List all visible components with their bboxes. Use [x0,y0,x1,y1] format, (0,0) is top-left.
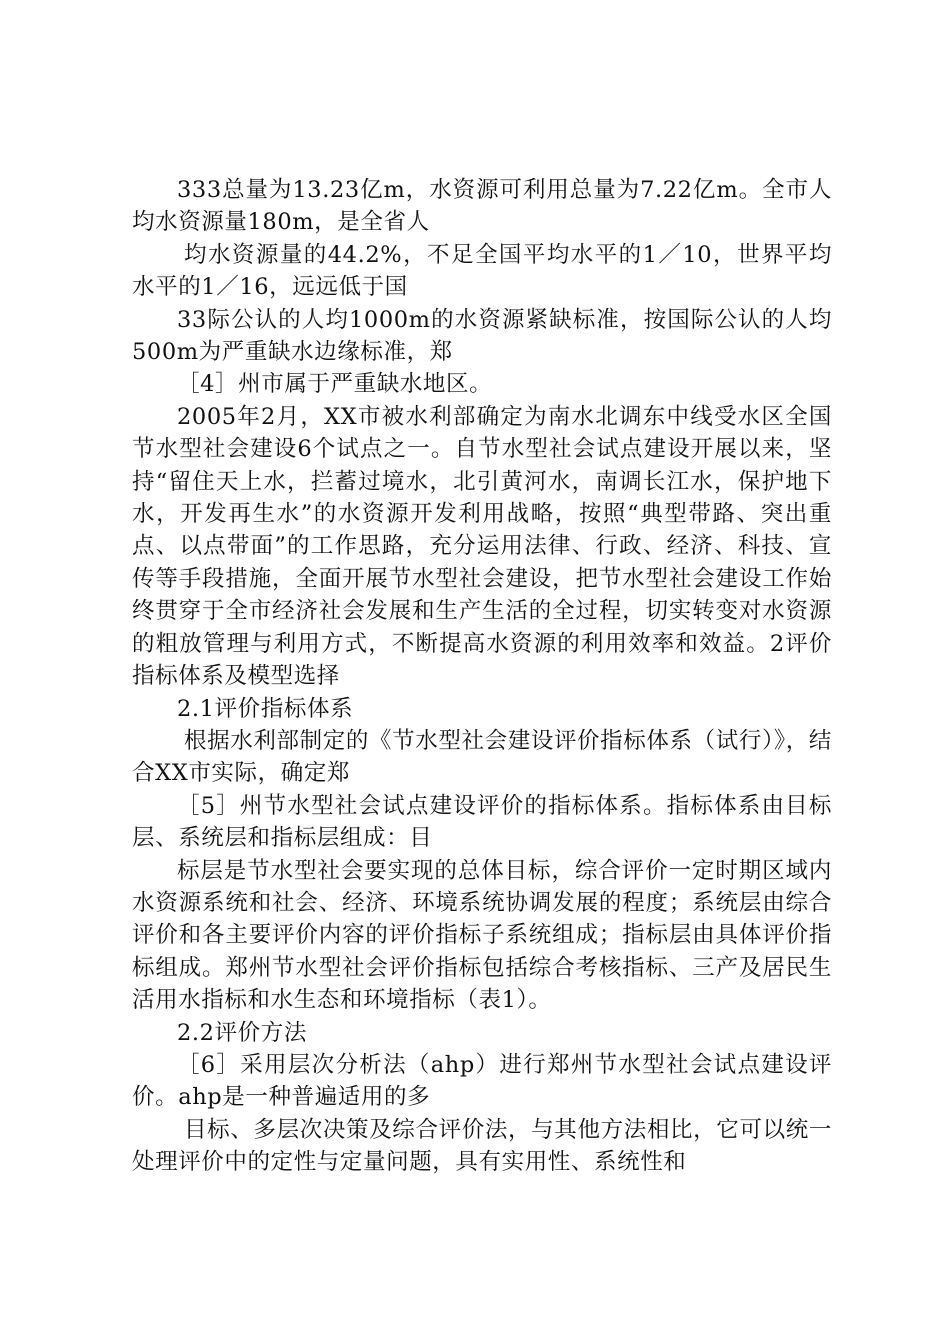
paragraph: ［5］州节水型社会试点建设评价的指标体系。指标体系由目标层、系统层和指标层组成：目 [132,792,832,852]
paragraph: 目标、多层次决策及综合评价法，与其他方法相比，它可以统一处理评价中的定性与定量问题，具有实用性、系统性和 [132,1116,832,1176]
paragraph: ［4］州市属于严重缺水地区。 [177,371,493,398]
paragraph: 标层是节水型社会要实现的总体目标，综合评价一定时期区域内水资源系统和社会、经济、环境系统协调发展的程度；系统层由综合评价和各主要评价内容的评价指标子系统组成；指标层由具体评价指标组成。郑州节水型社会评价指标包括综合考核指标、三产及居民生活用水指标和水生态和环境指标（表1）。 [132,857,832,1014]
paragraph: 33际公认的人均1000m的水资源紧缺标准，按国际公认的人均500m为严重缺水边缘标准，郑 [132,306,832,366]
document-body [132,174,832,1179]
paragraph: 均水资源量的44.2%，不足全国平均水平的1／10，世界平均水平的1／16，远远低于国 [132,241,832,301]
paragraph: 根据水利部制定的《节水型社会建设评价指标体系（试行）》，结合XX市实际，确定郑 [132,727,832,787]
paragraph: 333总量为13.23亿m，水资源可利用总量为7.22亿m。全市人均水资源量180m，是全省人 [132,177,832,236]
section-heading: 2.1评价指标体系 [177,695,354,722]
paragraph: ［6］采用层次分析法（ahp）进行郑州节水型社会试点建设评价。ahp是一种普遍适用的多 [132,1051,832,1111]
paragraph: 2005年2月，XX市被水利部确定为南水北调东中线受水区全国节水型社会建设6个试点之一。自节水型社会试点建设开展以来，坚持“留住天上水，拦蓄过境水，北引黄河水，南调长江水，保护地下水，开发再生水”的水资源开发利用战略，按照“典型带路、突出重点、以点带面”的工作思路，充分运用法律、行政、经济、科技、宣传等手段措施，全面开展节水型社会建设，把节水型社会建设工作始终贯穿于全市经济社会发展和生产生活的全过程，切实转变对水资源的粗放管理与利用方式，不断提高水资源的利用效率和效益。2评价指标体系及模型选择 [132,403,832,690]
section-heading: 2.2评价方法 [177,1019,307,1046]
